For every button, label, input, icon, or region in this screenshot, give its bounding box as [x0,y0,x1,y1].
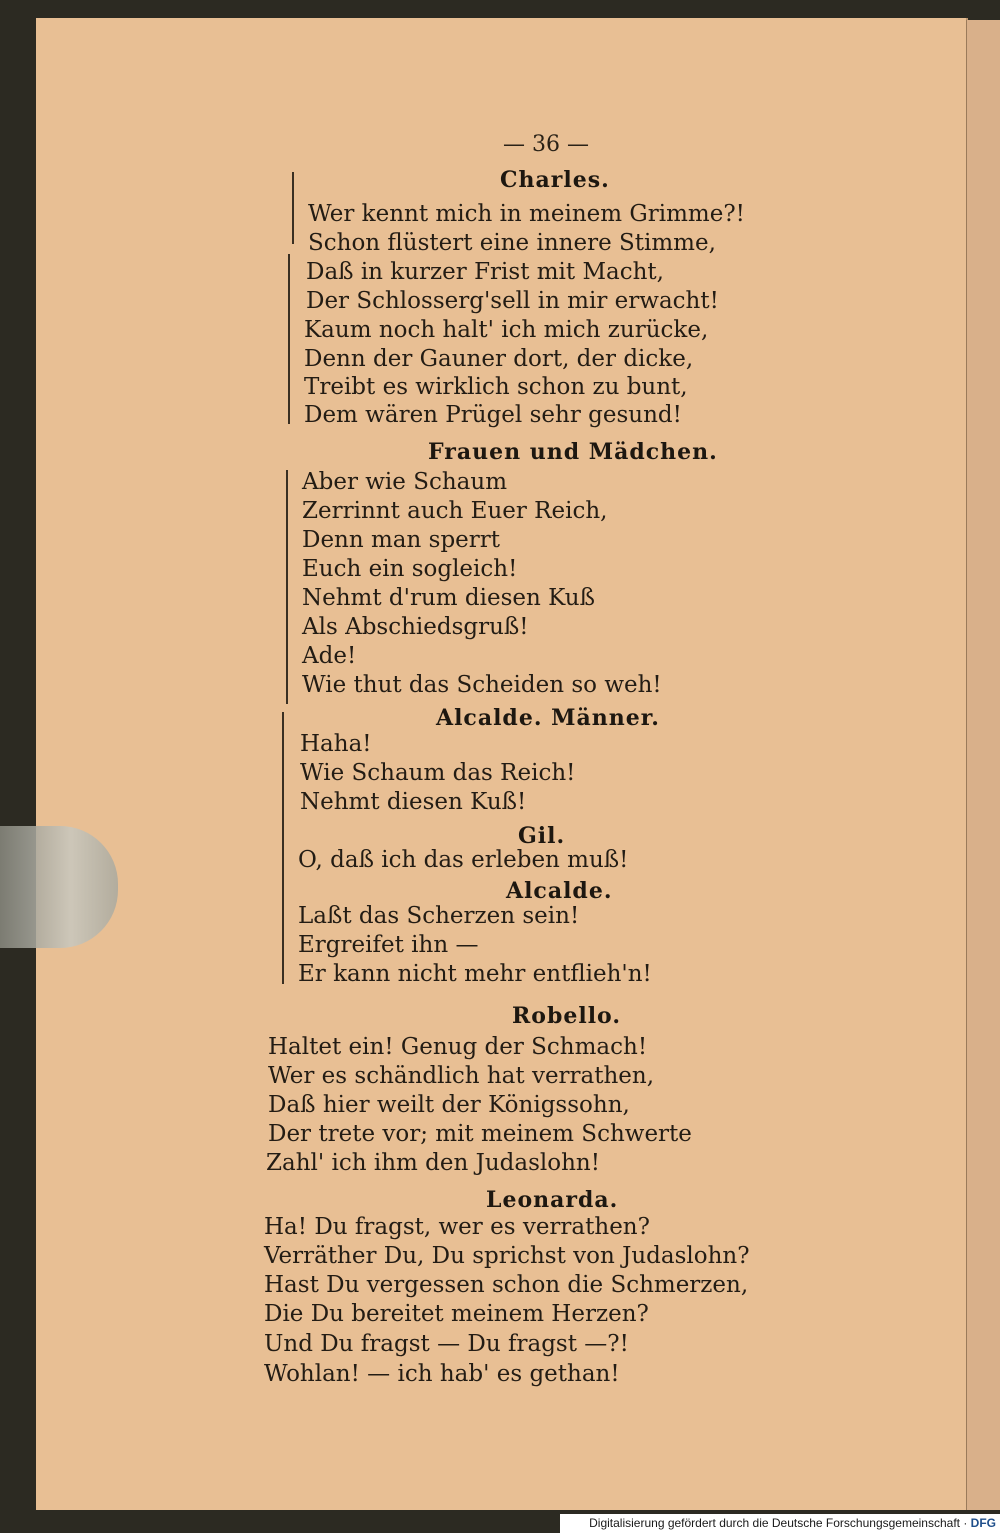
verse-line: Der trete vor; mit meinem Schwerte [268,1121,692,1147]
verse-line: Er kann nicht mehr entflieh'n! [298,961,652,987]
verse-line: Laßt das Scherzen sein! [298,903,580,929]
verse-line: Verräther Du, Du sprichst von Judaslohn? [264,1243,750,1269]
verse-line: Wie thut das Scheiden so weh! [302,672,662,698]
verse-line: Aber wie Schaum [302,469,508,495]
brace-frauen [286,470,294,704]
verse-line: Und Du fragst — Du fragst —?! [264,1331,629,1357]
speaker-frauen: Frauen und Mädchen. [428,439,718,465]
speaker-gil: Gil. [518,823,566,849]
verse-line: Haha! [300,731,372,757]
speaker-alcalde: Alcalde. [506,878,613,904]
verse-line: Wer kennt mich in meinem Grimme?! [308,201,745,227]
verse-line: Zerrinnt auch Euer Reich, [302,498,608,524]
verse-line: O, daß ich das erleben muß! [298,847,629,873]
verse-line: Der Schlosserg'sell in mir erwacht! [306,288,719,314]
verse-line: Hast Du vergessen schon die Schmerzen, [264,1272,749,1298]
footer-text: Digitalisierung gefördert durch die Deutsche Forschungsgemeinschaft · [589,1516,971,1530]
verse-line: Ade! [302,643,357,669]
verse-line: Ha! Du fragst, wer es verrathen? [264,1214,650,1240]
verse-line: Wer es schändlich hat verrathen, [268,1063,655,1089]
verse-line: Daß hier weilt der Königssohn, [268,1092,630,1118]
verse-line: Die Du bereitet meinem Herzen? [264,1301,649,1327]
verse-line: Daß in kurzer Frist mit Macht, [306,259,664,285]
verse-line: Denn der Gauner dort, der dicke, [304,346,694,372]
verse-line: Euch ein sogleich! [302,556,518,582]
speaker-charles: Charles. [500,167,610,193]
verse-line: Haltet ein! Genug der Schmach! [268,1034,648,1060]
verse-line: Treibt es wirklich schon zu bunt, [304,374,688,400]
adjacent-page-edge [966,20,1000,1510]
verse-line: Wohlan! — ich hab' es gethan! [264,1361,620,1387]
verse-line: Denn man sperrt [302,527,501,553]
verse-line: Nehmt diesen Kuß! [300,789,527,815]
brace-charles-1 [292,172,300,244]
verse-line: Nehmt d'rum diesen Kuß [302,585,595,611]
brace-charles-2 [288,254,296,424]
page-number: — 36 — [503,132,589,157]
verse-line: Als Abschiedsgruß! [302,614,529,640]
verse-line: Schon flüstert eine innere Stimme, [308,230,716,256]
verse-line: Dem wären Prügel sehr gesund! [304,402,682,428]
verse-line: Zahl' ich ihm den Judaslohn! [266,1150,600,1176]
dfg-logo: DFG [970,1516,996,1530]
verse-line: Kaum noch halt' ich mich zurücke, [304,317,709,343]
digitization-footer [560,1514,1000,1533]
verse-line: Wie Schaum das Reich! [300,760,576,786]
verse-line: Ergreifet ihn — [298,932,479,958]
speaker-leonarda: Leonarda. [486,1187,619,1213]
page-clip [0,826,118,948]
speaker-robello: Robello. [512,1003,621,1029]
speaker-alcalde-maenner: Alcalde. Männer. [436,705,660,731]
brace-ensemble [282,712,290,984]
